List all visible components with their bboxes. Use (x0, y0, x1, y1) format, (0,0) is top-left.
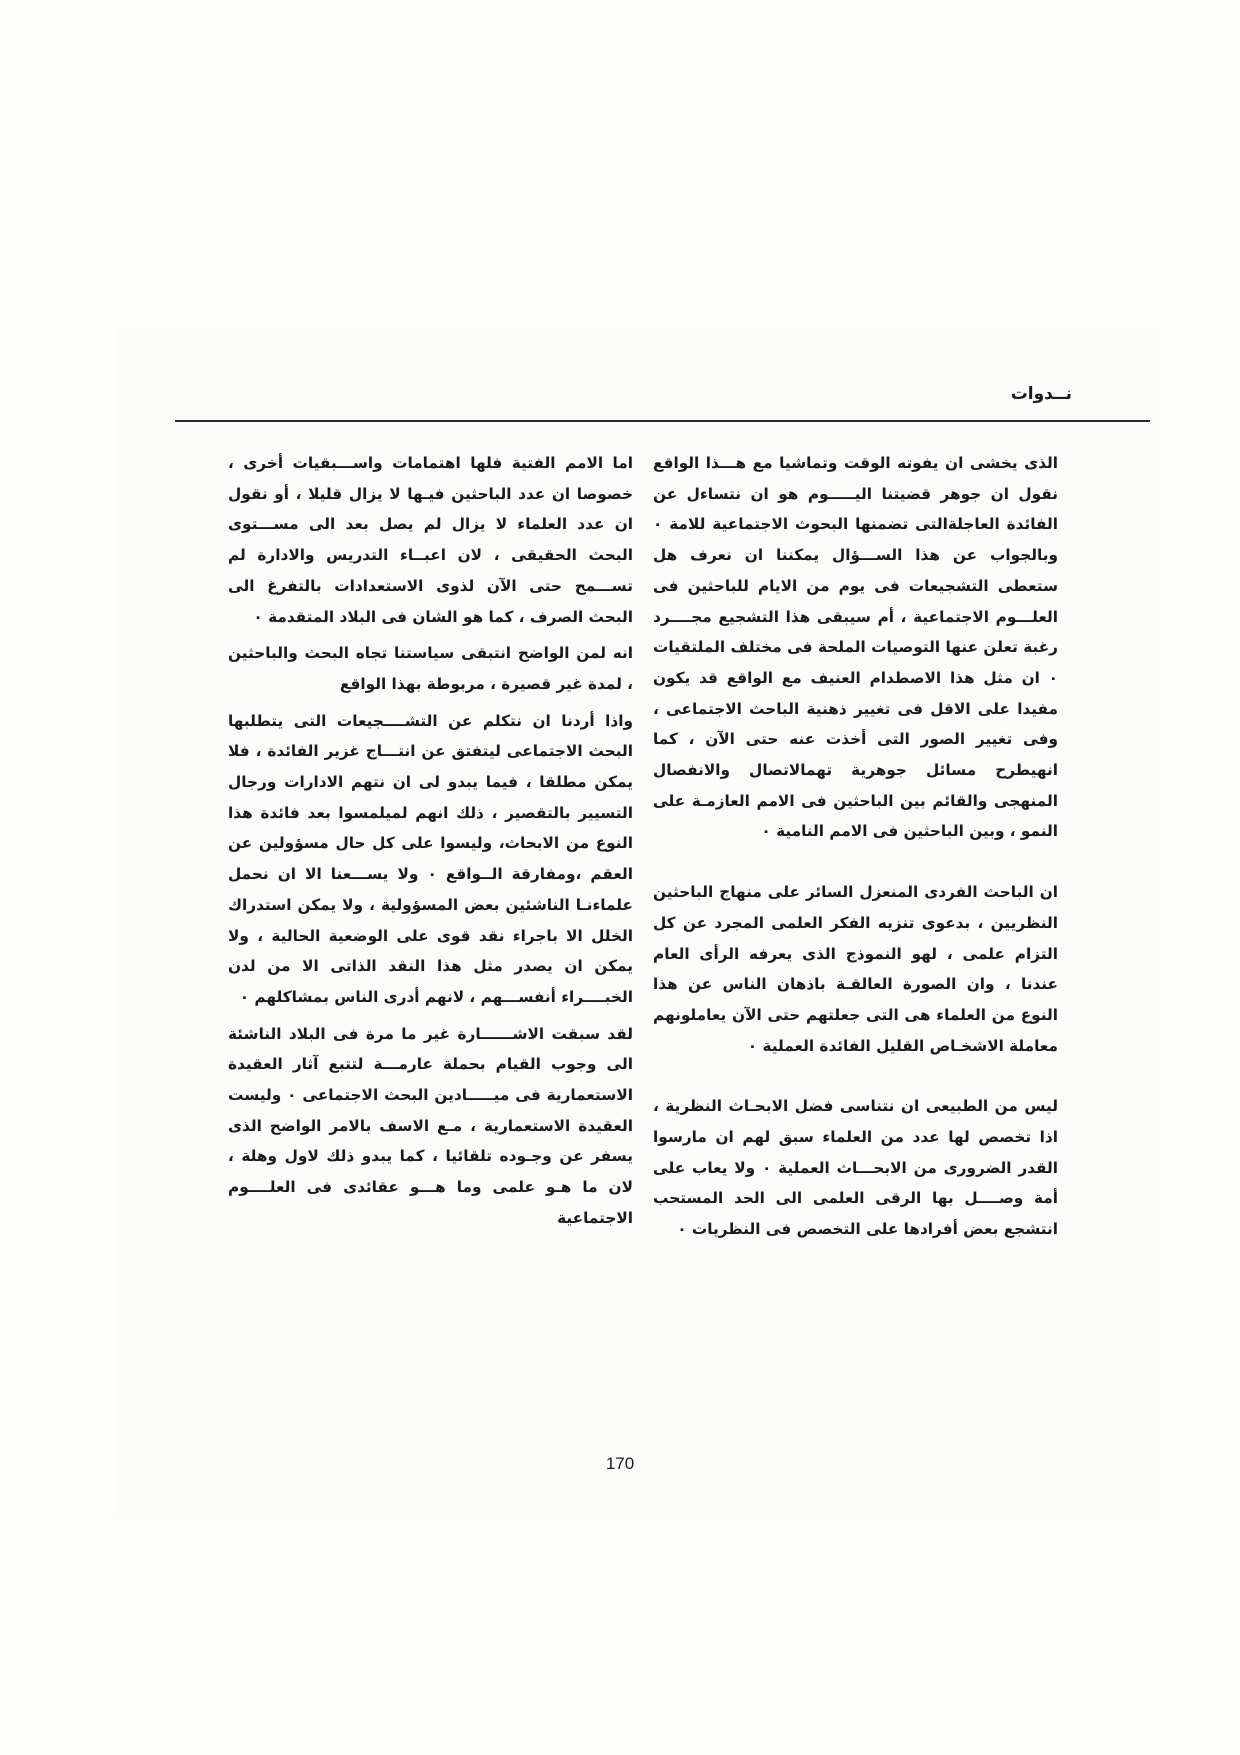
paragraph: الذى يخشى ان يفوته الوقت وتماشيا مع هـــذا الواقع نقول ان جوهر قضيتنا اليـــــوم هو ان نتساءل عن الفائدة العاجلةالتى تضمنها البحوث الاجتماعية للامة ٠ وبالجواب عن هذا الســـؤال يمكننا ان نعرف هل ستعطى التشجيعات فى يوم من الايام للباحثين فى العلـــوم الاجتماعية ، أم سيبقى هذا التشجيع مجــــرد رغبة تعلن عنها التوصيات الملحة فى مختلف الملتقيات ٠ ان مثل هذا الاصطدام العنيف مع الواقع قد يكون مفيدا على الاقل فى تغيير ذهنية الباحث الاجتماعى ، وفى تغيير الصور التى أخذت عنه حتى الآن ، كما انهيطرح مسائل جوهرية تهمالاتصال والانفصال المنهجى والقائم بين الباحثين فى الامم العازمـة على النمو ، وبين الباحثين فى الامم النامية ٠ (653, 454, 1058, 841)
text-column-right (653, 448, 1058, 1245)
paragraph: ان الباحث الفردى المنعزل السائر على منهاج الباحثين النظريين ، بدعوى تنزيه الفكر العلمى المجرد عن كل التزام علمى ، لهو النموذج الذى يعرفه الرأى العام عندنا ، وان الصورة العالقـة باذهان الناس عن هذا النوع من العلماء هى التى جعلتهم حتى الآن يعاملونهم معاملة الاشخـاص القليل الفائدة العملية ٠ (653, 883, 1058, 1055)
section-header: نــدوات (1010, 384, 1072, 404)
text-column-left (228, 448, 633, 1234)
header-divider (175, 420, 1150, 422)
paragraph: ليس من الطبيعى ان نتناسى فضل الابحـاث النظرية ، اذا تخصص لها عدد من العلماء سبق لهم ان مارسوا القدر الضرورى من الابحـــاث العملية ٠ ولا يعاب على أمة وصــــل بها الرقى العلمى الى الحد المستحب انتشجع بعض أفرادها على التخصص فى النظريات ٠ (653, 1097, 1058, 1239)
page-number: 170 (605, 1454, 635, 1473)
paragraph: لقد سبقت الاشــــــارة غير ما مرة فى البلاد الناشئة الى وجوب القيام بحملة عارمـــة لتتبع آثار العقيدة الاستعمارية فى ميـــــادين البحث الاجتماعى ٠ وليست العقيدة الاستعمارية ، مـع الاسف بالامر الواضح الذى يسفر عن وجـوده تلقائيا ، كما يبدو ذلك لاول وهلة ، لان ما هـو علمى وما هـــو عقائدى فى العلــــوم الاجتماعية (228, 1024, 633, 1227)
paragraph: اما الامم الفتية فلها اهتمامات واســـبقيات أخرى ، خصوصا ان عدد الباحثين فيـها لا يزال قليلا ، أو نقول ان عدد العلماء لا يزال لم يصل بعد الى مســـتوى البحث الحقيقى ، لان اعبــاء التدريس والادارة لم تســـمح حتى الآن لذوى الاستعدادات بالتفرغ الى البحث الصرف ، كما هو الشان فى البلاد المتقدمة ٠ (228, 454, 633, 626)
paragraph: واذا أردنا ان نتكلم عن التشــــجيعات التى يتطلبها البحث الاجتماعى ليتفتق عن انتـــاج غزير الفائدة ، فلا يمكن مطلقا ، فيما يبدو لى ان نتهم الادارات ورجال التسيير بالتقصير ، ذلك انهم لميلمسوا بعد فائدة هذا النوع من الابحاث، وليسوا على كل حال مسؤولين عن العقم ،ومفارقة الــواقع ٠ ولا يســـعنا الا ان نحمل علماءنـا الناشئين بعض المسؤولية ، ولا يمكن استدراك الخلل الا باجراء نقد قوى على الوضعية الحالية ، ولا يمكن ان يصدر مثل هذا النقد الذاتى الا من لدن الخبــــراء أنفســـهم ، لانهم أدرى الناس بمشاكلهم ٠ (228, 711, 633, 1006)
paragraph: انه لمن الواضح انتبقى سياستنا تجاه البحث والباحثين ، لمدة غير قصيرة ، مربوطة بهذا الواقع (228, 644, 633, 693)
